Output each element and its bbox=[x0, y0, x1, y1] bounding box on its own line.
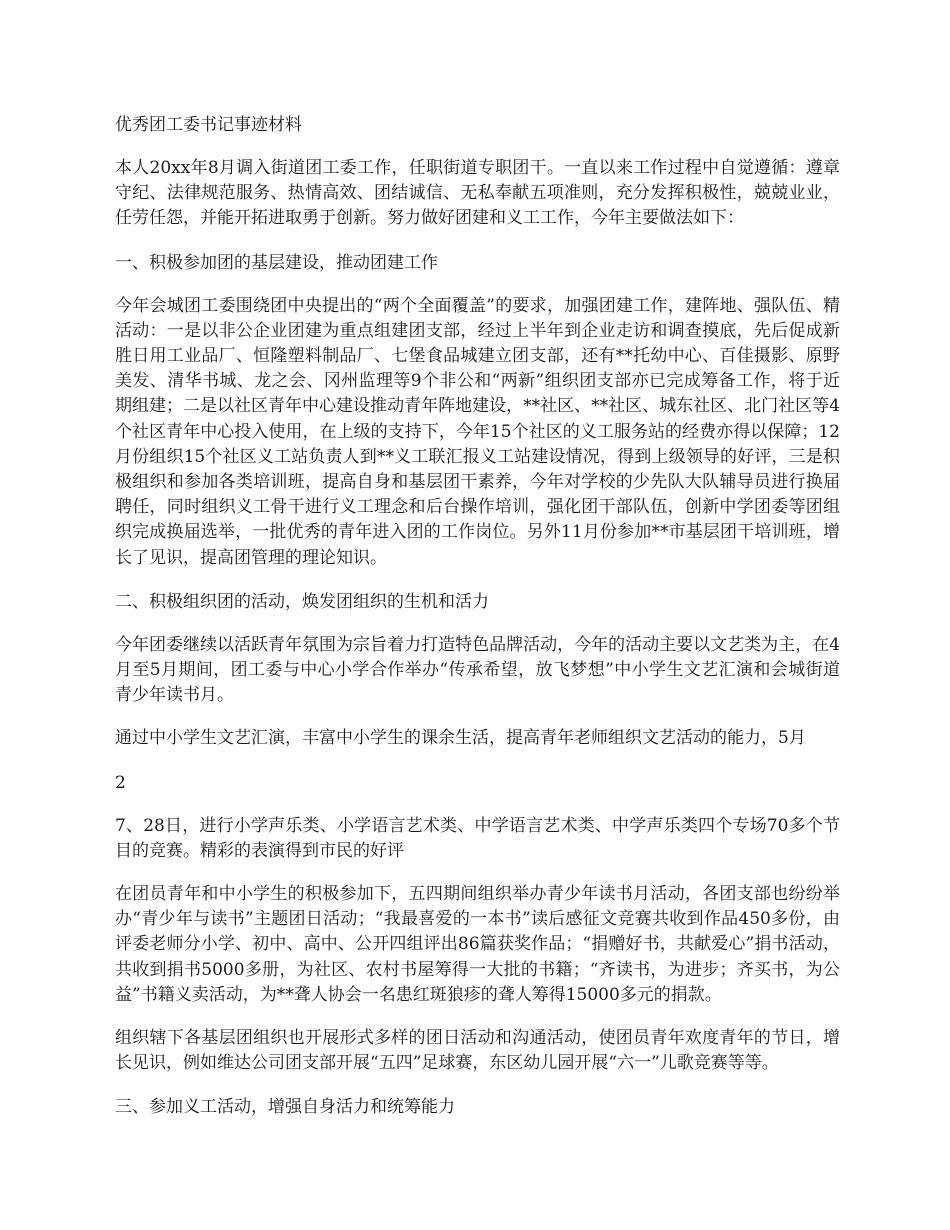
section2-paragraph-1: 今年团委继续以活跃青年氛围为宗旨着力打造特色品牌活动，今年的活动主要以文艺类为主，在4月至5月期间，团工委与中心小学合作举办“传承希望，放飞梦想”中小学生文艺汇演和会城街道青少年读书月。 bbox=[115, 634, 840, 706]
section2-paragraph-3: 7、28日，进行小学声乐类、小学语言艺术类、中学语言艺术类、中学声乐类四个专场70多个节目的竞赛。精彩的表演得到市民的好评 bbox=[115, 815, 840, 861]
page-number: 2 bbox=[115, 772, 126, 793]
section2-paragraph-4: 在团员青年和中小学生的积极参加下，五四期间组织举办青少年读书月活动，各团支部也纷纷举办“青少年与读书”主题团日活动；“我最喜爱的一本书”读后感征文竞赛共收到作品450多份，由评委老师分小学、初中、高中、公开四组评出86篇获奖作品；“捐赠好书，共献爱心”捐书活动，共收到捐书5000多册，为社区、农村书屋筹得一大批的书籍；“齐读书，为进步；齐买书，为公益”书籍义卖活动，为**聋人协会一名患红斑狼疹的聋人筹得15000多元的捐款。 bbox=[115, 884, 840, 1005]
section1-paragraph: 今年会城团工委围绕团中央提出的“两个全面覆盖”的要求，加强团建工作，建阵地、强队伍、精活动：一是以非公企业团建为重点组建团支部，经过上半年到企业走访和调查摸底，先后促成新胜日用工业品厂、恒隆塑料制品厂、七堡食品城建立团支部，还有**托幼中心、百佳摄影、原野美发、清华书城、龙之会、冈州监理等9个非公和“两新”组织团支部亦已完成筹备工作，将于近期组建；二是以社区青年中心建设推动青年阵地建设，**社区、**社区、城东社区、北门社区等4个社区青年中心投入使用，在上级的支持下，今年15个社区的义工服务站的经费亦得以保障；12月份组织15个社区义工站负责人到**义工联汇报义工站建设情况，得到上级领导的好评，三是积极组织和参加各类培训班，提高自身和基层团干素养，今年对学校的少先队大队辅导员进行换届聘任，同时组织义工骨干进行义工理念和后台操作培训，强化团干部队伍，创新中学团委等团组织完成换届选举，一批优秀的青年进入团的工作岗位。另外11月份参加**市基层团干培训班，增长了见识，提高团管理的理论知识。 bbox=[115, 295, 840, 568]
section1-heading: 一、积极参加团的基层建设，推动团建工作 bbox=[115, 252, 438, 273]
document-title: 优秀团工委书记事迹材料 bbox=[115, 115, 302, 135]
section2-paragraph-5: 组织辖下各基层团组织也开展形式多样的团日活动和沟通活动，使团员青年欢度青年的节日，增长见识，例如维达公司团支部开展“五四”足球赛，东区幼儿园开展“六一”儿歌竞赛等等。 bbox=[115, 1028, 840, 1074]
section2-heading: 二、积极组织团的活动，焕发团组织的生机和活力 bbox=[115, 591, 489, 612]
intro-paragraph: 本人20xx年8月调入街道团工委工作，任职街道专职团干。一直以来工作过程中自觉遵循：遵章守纪、法律规范服务、热情高效、团结诚信、无私奉献五项准则，充分发挥积极性，兢兢业业，任劳任怨，并能开拓进取勇于创新。努力做好团建和义工工作，今年主要做法如下： bbox=[115, 158, 840, 229]
section2-paragraph-2: 通过中小学生文艺汇演，丰富中小学生的课余生活，提高青年老师组织文艺活动的能力，5月 bbox=[115, 728, 806, 749]
section3-heading: 三、参加义工活动，增强自身活力和统筹能力 bbox=[115, 1097, 455, 1118]
document-page bbox=[115, 112, 840, 1138]
